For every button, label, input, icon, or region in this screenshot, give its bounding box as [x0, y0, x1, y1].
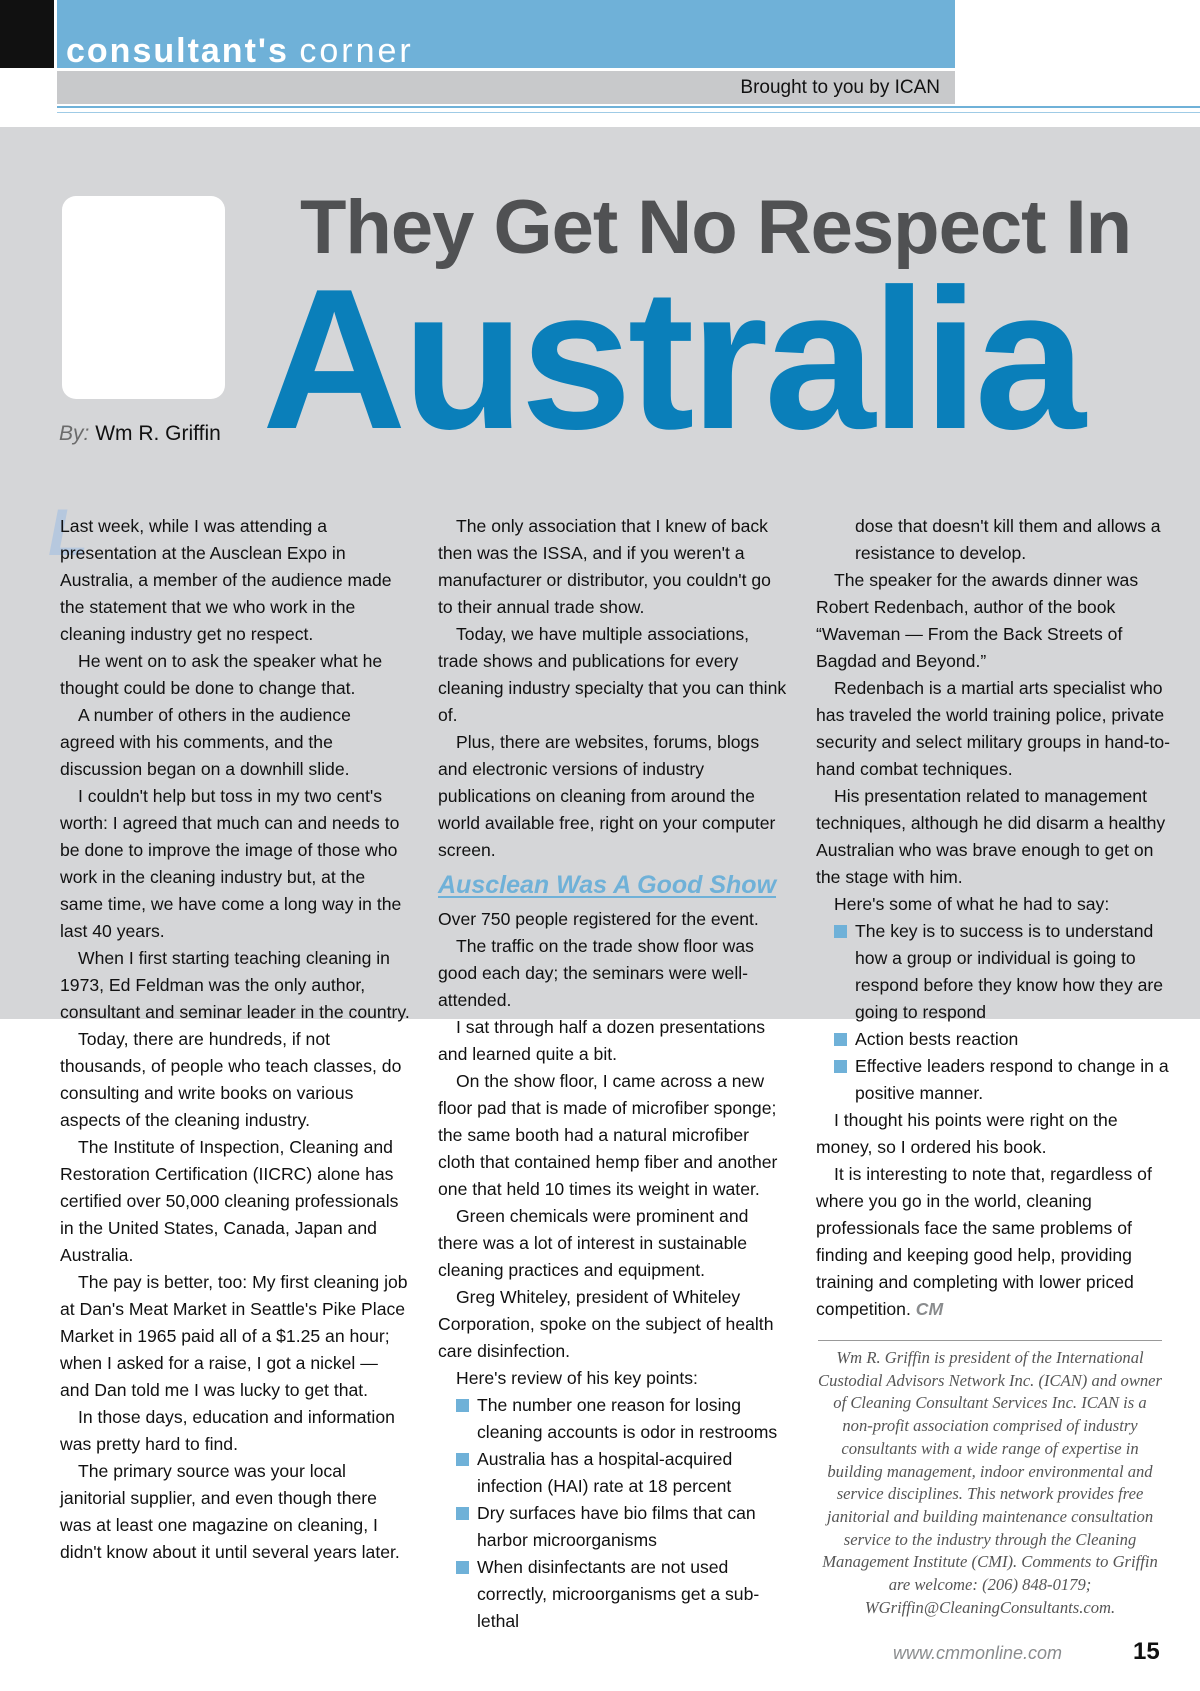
paragraph: I sat through half a dozen presentations and learned quite a bit.: [438, 1017, 766, 1064]
header-rule-thin: [57, 112, 1200, 113]
paragraph: Redenbach is a martial arts specialist who has traveled the world training police, private security and select military groups in hand-to-hand combat techniques.: [816, 678, 1170, 779]
list-item-text: Australia has a hospital-acquired infection (HAI) rate at 18 percent: [477, 1449, 733, 1496]
paragraph: [816, 1161, 1170, 1323]
byline: [59, 422, 221, 446]
article-column-1: [48, 495, 410, 1566]
headline-line-1: They Get No Respect In: [300, 185, 1132, 270]
end-mark: CM: [915, 1299, 944, 1319]
byline-label: By:: [59, 422, 90, 445]
square-bullet-icon: [834, 1033, 847, 1046]
square-bullet-icon: [456, 1453, 469, 1466]
section-label-light: corner: [299, 32, 414, 70]
square-bullet-icon: [834, 925, 847, 938]
square-bullet-icon: [834, 1060, 847, 1073]
paragraph-continued: dose that doesn't kill them and allows a resistance to develop.: [855, 516, 1161, 563]
headline-line-2: Australia: [262, 248, 1082, 471]
list-item-text: Action bests reaction: [855, 1029, 1019, 1049]
paragraph: Green chemicals were prominent and there was a lot of interest in sustainable cleaning practices and equipment.: [438, 1206, 749, 1280]
paragraph: In those days, education and information was pretty hard to find.: [60, 1407, 395, 1454]
section-label-bold: consultant's: [66, 32, 289, 70]
list-item: [816, 1053, 1170, 1107]
article-column-3: [816, 513, 1170, 1323]
paragraph: Today, we have multiple associations, trade shows and publications for every cleaning industry specialty that you can think of.: [438, 624, 787, 725]
section-label: [66, 34, 414, 68]
paragraph: The Institute of Inspection, Cleaning and Restoration Certification (IICRC) alone has certified over 50,000 cleaning professionals in the United States, Canada, Japan and Australia.: [60, 1137, 399, 1265]
list-item: [816, 1026, 1170, 1053]
paragraph: His presentation related to management techniques, although he did disarm a healthy Australian who was brave enough to get on the stage with him.: [816, 786, 1166, 887]
speaker-points-list: [816, 918, 1170, 1107]
square-bullet-icon: [456, 1561, 469, 1574]
square-bullet-icon: [456, 1507, 469, 1520]
paragraph: The speaker for the awards dinner was Robert Redenbach, author of the book “Waveman — From the Back Streets of Bagdad and Beyond.”: [816, 570, 1139, 671]
key-points-list: [438, 1392, 790, 1635]
paragraph: The primary source was your local janitorial supplier, and even though there was at least one magazine on cleaning, I didn't know about it until several years later.: [60, 1461, 400, 1562]
author-photo-placeholder: [62, 196, 225, 399]
bio-divider: [818, 1340, 1162, 1341]
paragraph-text: It is interesting to note that, regardless of where you go in the world, cleaning professionals face the same problems of finding and keeping good help, providing training and completing with lower priced competition.: [816, 1164, 1152, 1319]
list-item-text: Effective leaders respond to change in a positive manner.: [855, 1056, 1169, 1103]
list-item: [816, 918, 1170, 1026]
footer-url: www.cmmonline.com: [893, 1643, 1063, 1663]
list-item: [438, 1392, 790, 1446]
drop-cap: L: [48, 495, 89, 569]
article-column-2: [438, 513, 790, 1635]
list-item-text: Dry surfaces have bio films that can harbor microorganisms: [477, 1503, 756, 1550]
byline-author: Wm R. Griffin: [95, 422, 221, 445]
author-bio: Wm R. Griffin is president of the International Custodial Advisors Network Inc. (ICAN) and owner of Cleaning Consultant Services Inc. ICAN is a non-profit association comprised of industry consultants with a wide range of expertise in building management, indoor environmental and service disciplines. This network provides free janitorial and building maintenance consultation service to the industry through the Cleaning Management Institute (CMI). Comments to Griffin are welcome: (206) 848-0179; WGriffin@CleaningConsultants.com.: [818, 1348, 1163, 1617]
paragraph: Here's some of what he had to say:: [834, 894, 1110, 914]
paragraph: Plus, there are websites, forums, blogs and electronic versions of industry publications on cleaning from around the world available free, right on your computer screen.: [438, 732, 776, 860]
paragraph: I couldn't help but toss in my two cent's worth: I agreed that much can and needs to be done to improve the image of those who work in the cleaning industry but, at the same time, we have come a long way in the last 40 years.: [60, 786, 402, 941]
paragraph: The pay is better, too: My first cleaning job at Dan's Meat Market in Seattle's Pike Place Market in 1965 paid all of a $1.25 an hour; when I asked for a raise, I got a nickel — and Dan told me I was lucky to get that.: [60, 1272, 408, 1400]
page-number: 15: [1133, 1638, 1160, 1665]
paragraph: On the show floor, I came across a new floor pad that is made of microfiber sponge; the same booth had a natural microfiber cloth that contained hemp fiber and another one that held 10 times its weight in water.: [438, 1071, 778, 1199]
list-item-text: The key is to success is to understand how a group or individual is going to respond before they know how they are going to respond: [855, 921, 1164, 1022]
list-item: [438, 1446, 790, 1500]
paragraph: The traffic on the trade show floor was good each day; the seminars were well-attended.: [438, 936, 754, 1010]
header-black-tab: [0, 0, 54, 68]
square-bullet-icon: [456, 1399, 469, 1412]
subheading: Ausclean Was A Good Show: [438, 871, 777, 899]
paragraph: Today, there are hundreds, if not thousands, of people who teach classes, do consulting and write books on various aspects of the cleaning industry.: [60, 1029, 402, 1130]
paragraph: Greg Whiteley, president of Whiteley Corporation, spoke on the subject of health care disinfection.: [438, 1287, 774, 1361]
paragraph: Here's review of his key points:: [456, 1368, 698, 1388]
list-item-text: The number one reason for losing cleaning accounts is odor in restrooms: [477, 1395, 778, 1442]
list-item-text: When disinfectants are not used correctly, microorganisms get a sub-lethal: [477, 1557, 760, 1631]
paragraph: He went on to ask the speaker what he thought could be done to change that.: [60, 651, 383, 698]
sponsor-line: Brought to you by ICAN: [740, 77, 940, 98]
paragraph: Last week, while I was attending a presentation at the Ausclean Expo in Australia, a member of the audience made the statement that we who work in the cleaning industry get no respect.: [60, 516, 392, 644]
paragraph: I thought his points were right on the money, so I ordered his book.: [816, 1110, 1118, 1157]
paragraph: The only association that I knew of back then was the ISSA, and if you weren't a manufacturer or distributor, you couldn't go to their annual trade show.: [438, 516, 771, 617]
paragraph: A number of others in the audience agreed with his comments, and the discussion began on a downhill slide.: [60, 705, 351, 779]
list-item: [438, 1500, 790, 1554]
header-rule: [57, 106, 1200, 108]
list-item: [438, 1554, 790, 1635]
paragraph: Over 750 people registered for the event.: [438, 909, 759, 929]
paragraph: When I first starting teaching cleaning in 1973, Ed Feldman was the only author, consultant and seminar leader in the country.: [60, 948, 410, 1022]
